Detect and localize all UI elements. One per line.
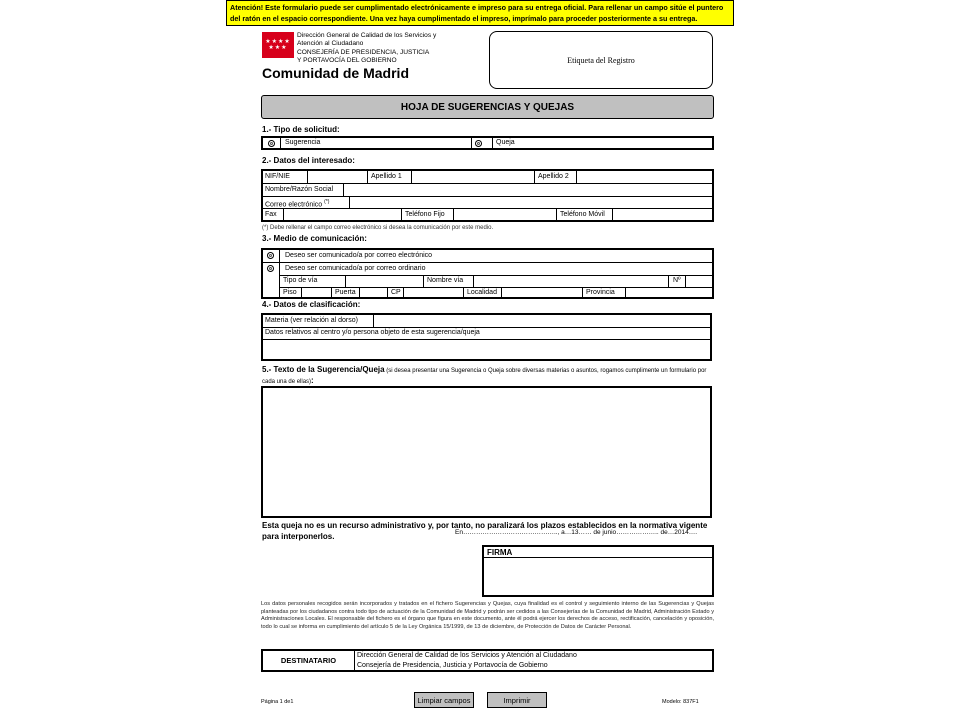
page-number: Página 1 de1 (261, 699, 294, 705)
request-type-box (261, 136, 714, 150)
label-piso: Piso (283, 289, 297, 296)
tel-fijo-field[interactable] (454, 209, 555, 220)
label-num: Nº (673, 277, 681, 284)
section-4-heading: 4.- Datos de clasificación: (262, 300, 361, 309)
section-2-heading: 2.- Datos del interesado: (262, 156, 355, 165)
madrid-flag-logo (262, 32, 294, 58)
tipo-via-field[interactable] (346, 275, 422, 287)
correo-field[interactable] (350, 196, 712, 208)
puerta-field[interactable] (360, 287, 386, 297)
date-day[interactable]: 13 (571, 529, 579, 536)
label-materia: Materia (ver relación al dorso) (265, 317, 358, 324)
brand-name: Comunidad de Madrid (262, 65, 409, 81)
correo-footnote-mark: (*) (324, 199, 330, 205)
logo-stars: ★★★★ ★★★ (265, 39, 291, 51)
label-localidad: Localidad (467, 289, 497, 296)
cp-field[interactable] (404, 287, 462, 297)
label-nombre: Nombre/Razón Social (265, 186, 334, 193)
label-tel-fijo: Teléfono Fijo (405, 211, 445, 218)
apellido1-field[interactable] (412, 171, 533, 183)
destinatario-line-1: Dirección General de Calidad de los Servicios y Atención al Ciudadano (357, 652, 577, 659)
date-year[interactable]: 2014 (674, 529, 689, 536)
classification-table (261, 313, 712, 361)
section-1-heading: 1.- Tipo de solicitud: (262, 125, 340, 134)
destinatario-line-2: Consejería de Presidencia, Justicia y Portavocía de Gobierno (357, 662, 548, 669)
label-centro: Datos relativos al centro y/o persona objeto de esta sugerencia/queja (265, 329, 480, 336)
date-dots: …………………………………….., a (462, 529, 565, 536)
materia-field[interactable] (374, 315, 710, 327)
section-5-colon: : (311, 376, 314, 385)
label-correo-text: Correo electrónico (265, 201, 323, 209)
radio-sugerencia[interactable] (268, 140, 275, 147)
header-org (297, 32, 437, 65)
date-month[interactable]: junio (602, 529, 617, 536)
form-title: HOJA DE SUGERENCIAS Y QUEJAS (261, 95, 714, 119)
clear-fields-button[interactable]: Limpiar campos (414, 692, 474, 708)
label-comm-postal: Deseo ser comunicado/a por correo ordinario (285, 265, 426, 272)
fax-field[interactable] (284, 209, 400, 220)
header-line-3: CONSEJERÍA DE PRESIDENCIA, JUSTICIA (297, 49, 430, 56)
label-tipo-via: Tipo de vía (283, 277, 318, 284)
complaint-text-area[interactable] (261, 386, 712, 518)
header-line-2: Atención al Ciudadano (297, 40, 364, 47)
nif-field[interactable] (308, 171, 366, 183)
provincia-field[interactable] (626, 287, 712, 297)
radio-postal[interactable] (267, 265, 274, 272)
label-sugerencia: Sugerencia (285, 139, 321, 146)
email-footnote: (*) Debe rellenar el campo correo electrónico si desea la comunicación por este medio. (262, 225, 494, 231)
personal-data-table (261, 169, 714, 222)
num-field[interactable] (686, 275, 712, 287)
tel-movil-field[interactable] (613, 209, 712, 220)
label-tel-movil: Teléfono Móvil (560, 211, 605, 218)
section-5-heading: 5.- Texto de la Sugerencia/Queja (262, 365, 385, 374)
nombre-via-field[interactable] (474, 275, 667, 287)
label-apellido1: Apellido 1 (371, 173, 402, 180)
disclaimer-text: Esta queja no es un recurso administrativo y, por tanto, no paralizará los plazos establecidos en la normativa vigente para interponerlos. (262, 521, 708, 541)
piso-field[interactable] (302, 287, 330, 297)
signature-box[interactable] (482, 545, 714, 597)
print-button[interactable]: Imprimir (487, 692, 547, 708)
label-provincia: Provincia (586, 289, 615, 296)
registry-label: Etiqueta del Registro (567, 55, 635, 65)
label-comm-email: Deseo ser comunicado/a por correo electrónico (285, 252, 433, 259)
radio-email[interactable] (267, 252, 274, 259)
section-5-hint: (si desea presentar una Sugerencia o Queja sobre diversas materias o asuntos, rogamos cumplimente un formulario por cada una de ellas) (262, 368, 707, 385)
section-3-heading: 3.- Medio de comunicación: (262, 234, 367, 243)
header-line-4: Y PORTAVOCÍA DEL GOBIERNO (297, 57, 397, 64)
radio-queja[interactable] (475, 140, 482, 147)
label-apellido2: Apellido 2 (538, 173, 569, 180)
date-line: En…………………………………….., a…13…… de junio……………….. de…2014…. (455, 529, 698, 536)
label-fax: Fax (265, 211, 277, 218)
label-queja: Queja (496, 139, 515, 146)
date-de-2: de (660, 529, 668, 536)
destinatario-box (261, 649, 714, 672)
model-code: Modelo: 837F1 (662, 699, 699, 705)
label-nombre-via: Nombre vía (427, 277, 464, 284)
label-nif: NIF/NIE (265, 173, 290, 180)
section-5-heading-wrap (262, 365, 714, 387)
nombre-field[interactable] (344, 184, 712, 196)
date-de-1: de (593, 529, 601, 536)
destinatario-label: DESTINATARIO (280, 656, 337, 665)
apellido2-field[interactable] (577, 171, 712, 183)
centro-field[interactable] (263, 340, 710, 359)
firma-label: FIRMA (487, 548, 513, 557)
communication-table (261, 248, 714, 299)
notice-banner: Atención! Este formulario puede ser cumplimentado electrónicamente e impreso para su entrega oficial. Para rellenar un campo sitúe el puntero del ratón en el espacio correspondiente. Una vez haya cumplimentado el impreso, imprímalo para proceder posteriormente a su entrega. (226, 0, 734, 26)
date-prefix: En (455, 529, 463, 536)
label-puerta: Puerta (335, 289, 356, 296)
privacy-notice: Los datos personales recogidos serán incorporados y tratados en el fichero Sugerencias y Quejas, cuya finalidad es el control y seguimiento interno de las Sugerencias y Quejas planteadas por los ciudadanos contra todo tipo de actuación de la Comunidad de Madrid y podrán ser cedidos a las Consejerías de la Comunidad de Madrid, Administración Estado y Administraciones Locales. El responsable del fichero es el órgano que figura en este documento, ante él podrá ejercer los derechos de acceso, rectificación, cancelación y oposición, todo lo cual se informa en cumplimiento del artículo 5 de la Ley Orgánica 15/1999, de 13 de diciembre, de Protección de Datos de Carácter Personal. (261, 601, 714, 630)
localidad-field[interactable] (502, 287, 581, 297)
registry-label-box (489, 31, 713, 89)
label-cp: CP (391, 289, 401, 296)
header-line-1: Dirección General de Calidad de los Servicios y (297, 32, 437, 39)
